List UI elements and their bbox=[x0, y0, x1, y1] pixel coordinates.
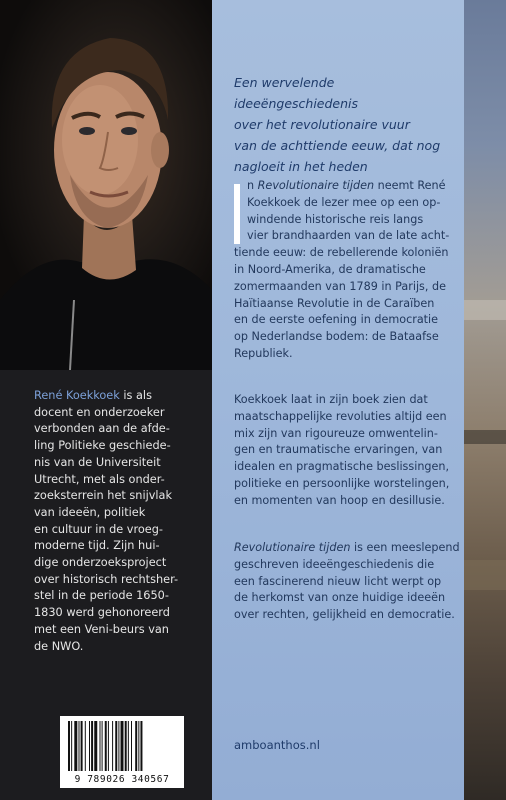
publisher-url: amboanthos.nl bbox=[234, 738, 320, 752]
bio-line: ling Politieke geschiede- bbox=[34, 439, 171, 453]
author-bio bbox=[34, 388, 206, 655]
barcode-bar bbox=[89, 721, 90, 771]
bio-line: moderne tijd. Zijn hui- bbox=[34, 539, 160, 553]
barcode-bar bbox=[79, 721, 80, 771]
barcode-bar bbox=[140, 721, 142, 771]
bio-line: en cultuur in de vroeg- bbox=[34, 522, 163, 536]
bio-line: René Koekkoek is als bbox=[34, 389, 152, 402]
bio-line: over historisch rechtsher- bbox=[34, 572, 179, 586]
barcode-bar bbox=[128, 721, 129, 771]
barcode-bar bbox=[74, 721, 77, 771]
paragraph-line: over rechten, gelijkheid en democratie. bbox=[234, 608, 455, 622]
paragraph-line: mix zijn van rigoureuze omwentelin- bbox=[234, 426, 438, 440]
barcode-bar bbox=[108, 721, 109, 771]
barcode-bar bbox=[112, 721, 113, 771]
bio-line: docent en onderzoeker bbox=[34, 405, 165, 419]
bio-line: Utrecht, met als onder- bbox=[34, 472, 165, 486]
paragraph-line: zomermaanden van 1789 in Parijs, de bbox=[234, 279, 446, 293]
bio-line: zoeksterrein het snijvlak bbox=[34, 489, 173, 503]
bio-line: dige onderzoeksproject bbox=[34, 556, 167, 570]
drop-cap-bar bbox=[234, 184, 240, 244]
paragraph-line: tiende eeuw: de rebellerende koloniën bbox=[234, 246, 449, 260]
barcode-bar bbox=[94, 721, 97, 771]
barcode-bar bbox=[91, 721, 93, 771]
book-title: Revolutionaire tijden bbox=[234, 541, 351, 554]
paragraph-line: een fascinerend nieuw licht werpt op bbox=[234, 574, 442, 588]
bio-line: stel in de periode 1650- bbox=[34, 589, 169, 603]
blurb-paragraph-3 bbox=[234, 540, 460, 624]
tagline-line: over het revolutionaire vuur bbox=[234, 117, 410, 132]
barcode-bar bbox=[125, 721, 127, 771]
cover-landscape-strip bbox=[464, 0, 506, 800]
tagline-line: nagloeit in het heden bbox=[234, 159, 368, 174]
landscape-band bbox=[464, 560, 506, 590]
author-photo bbox=[0, 0, 212, 370]
barcode-bar bbox=[115, 721, 117, 771]
barcode-bar bbox=[71, 721, 72, 771]
paragraph-line: maatschappelijke revoluties altijd een bbox=[234, 409, 447, 423]
paragraph-line: gen en traumatische ervaringen, van bbox=[234, 443, 443, 457]
paragraph-line: op Nederlandse bodem: de Bataafse bbox=[234, 330, 439, 344]
paragraph-line: Koekkoek laat in zijn boek zien dat bbox=[234, 393, 428, 406]
blurb-panel bbox=[212, 0, 464, 800]
barcode-bar bbox=[121, 721, 124, 771]
barcode-bar bbox=[81, 721, 83, 771]
paragraph-line: en momenten van hoop en desillusie. bbox=[234, 493, 445, 507]
landscape-band bbox=[464, 300, 506, 320]
barcode-bar bbox=[118, 721, 119, 771]
paragraph-line: Revolutionaire tijden is een meeslepend bbox=[234, 541, 460, 554]
bio-line: verbonden aan de afde- bbox=[34, 422, 170, 436]
bio-line: 1830 werd gehonoreerd bbox=[34, 606, 170, 620]
barcode-bar bbox=[135, 721, 137, 771]
author-panel bbox=[0, 0, 212, 800]
paragraph-line: idealen en pragmatische beslissingen, bbox=[234, 460, 450, 474]
barcode-bars bbox=[66, 721, 178, 771]
book-title: Revolutionaire tijden bbox=[257, 179, 375, 192]
paragraph-line: Republiek. bbox=[234, 346, 293, 360]
landscape-band bbox=[464, 430, 506, 444]
barcode-bar bbox=[100, 721, 101, 771]
author-name: René Koekkoek bbox=[34, 389, 120, 402]
paragraph-line: de herkomst van onze huidige ideeën bbox=[234, 591, 446, 605]
barcode-bar bbox=[102, 721, 103, 771]
blurb-paragraph-1 bbox=[234, 178, 456, 363]
bio-line: de NWO. bbox=[34, 639, 84, 653]
bio-line: met een Veni-beurs van bbox=[34, 622, 169, 636]
tagline-line: van de achttiende eeuw, dat nog bbox=[234, 138, 441, 153]
paragraph-line: Haïtiaanse Revolutie in de Caraïben bbox=[234, 296, 435, 310]
barcode-bar bbox=[85, 721, 86, 771]
paragraph-line: geschreven ideeëngeschiedenis die bbox=[234, 557, 435, 571]
paragraph-line: politieke en persoonlijke worstelingen, bbox=[234, 476, 450, 490]
tagline bbox=[234, 72, 459, 177]
paragraph-line: windende historische reis langs bbox=[247, 212, 424, 226]
barcode-bar bbox=[68, 721, 70, 771]
paragraph-line: vier brandhaarden van de late acht- bbox=[247, 229, 450, 243]
paragraph-line: en de eerste oefening in democratie bbox=[234, 313, 439, 327]
barcode-bar bbox=[131, 721, 132, 771]
isbn-barcode bbox=[60, 716, 184, 788]
paragraph-line: in Noord-Amerika, de dramatische bbox=[234, 262, 426, 276]
paragraph-line: n Revolutionaire tijden neemt René bbox=[247, 179, 446, 192]
bio-line: nis van de Universiteit bbox=[34, 455, 161, 469]
tagline-line: Een wervelende ideeëngeschiedenis bbox=[234, 75, 359, 111]
barcode-digits: 9 789026 340567 bbox=[74, 774, 170, 785]
blurb-paragraph-2 bbox=[234, 392, 456, 510]
barcode-bar bbox=[105, 721, 107, 771]
paragraph-line: Koekkoek de lezer mee op een op- bbox=[247, 195, 441, 209]
barcode-bar bbox=[138, 721, 139, 771]
bio-line: van ideeën, politiek bbox=[34, 505, 146, 519]
